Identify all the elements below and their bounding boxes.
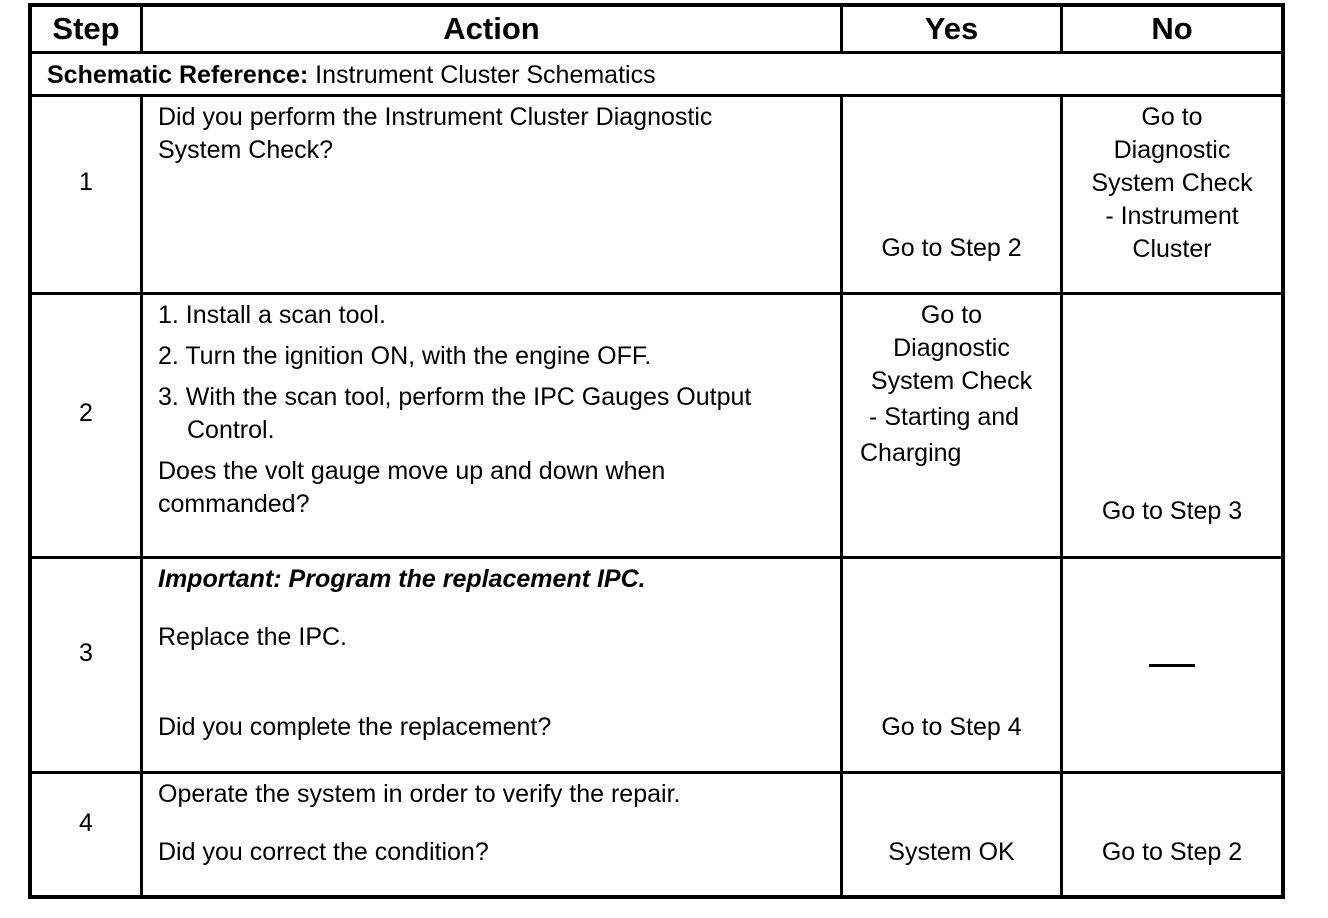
step-number: 4 <box>79 809 93 837</box>
action-line: Did you correct the condition? <box>158 838 489 866</box>
action-text <box>158 299 838 521</box>
yes-line: - Starting and <box>869 403 1020 431</box>
action-line: Does the volt gauge move up and down when <box>158 457 666 485</box>
schematic-value: Instrument Cluster Schematics <box>308 61 656 89</box>
no-line: Diagnostic <box>1113 136 1231 164</box>
yes-line: Charging <box>860 439 962 467</box>
yes-line: Go to <box>920 301 983 329</box>
header-no: No <box>1151 11 1193 46</box>
step-number: 2 <box>79 399 93 427</box>
action-line: System Check? <box>158 136 334 164</box>
schematic-reference <box>47 58 1247 92</box>
no-result: Go to Step 3 <box>1101 497 1243 525</box>
action-line: 3. With the scan tool, perform the IPC Gauges Output <box>158 383 752 411</box>
header-divider <box>28 51 1285 54</box>
action-line: 1. Install a scan tool. <box>158 301 386 329</box>
action-line: 2. Turn the ignition ON, with the engine OFF. <box>158 342 652 370</box>
action-line: Operate the system in order to verify the repair. <box>158 780 681 808</box>
no-line: - Instrument <box>1105 202 1239 230</box>
important-note: Important: Program the replacement IPC. <box>158 565 646 593</box>
row-divider-1 <box>28 292 1285 295</box>
no-result <box>1063 101 1281 266</box>
action-line: Control. <box>187 416 275 444</box>
schematic-divider <box>28 94 1285 97</box>
no-line: Cluster <box>1132 235 1212 263</box>
action-line: Replace the IPC. <box>158 623 347 651</box>
header-yes: Yes <box>924 11 979 46</box>
yes-line: Diagnostic <box>893 334 1010 362</box>
action-line: commanded? <box>158 490 310 518</box>
step-number: 3 <box>79 639 93 667</box>
no-result-dash <box>1149 664 1195 667</box>
no-line: System Check <box>1091 169 1253 197</box>
col-divider-step <box>140 94 143 899</box>
yes-result <box>843 299 1060 470</box>
yes-result: Go to Step 4 <box>881 713 1022 741</box>
action-line: Did you perform the Instrument Cluster Diagnostic <box>158 103 713 131</box>
col-divider-action <box>840 94 843 899</box>
row-divider-3 <box>28 771 1285 774</box>
yes-line: System Check <box>870 367 1033 395</box>
header-action: Action <box>443 11 540 46</box>
yes-result: System OK <box>888 838 1015 866</box>
yes-result: Go to Step 2 <box>881 234 1022 262</box>
action-line: Did you complete the replacement? <box>158 713 552 741</box>
action-text <box>158 101 838 167</box>
schematic-label: Schematic Reference: <box>47 61 309 89</box>
no-line: Go to <box>1141 103 1203 131</box>
no-result: Go to Step 2 <box>1101 838 1243 866</box>
step-number: 1 <box>79 168 93 196</box>
row-divider-2 <box>28 556 1285 559</box>
header-step: Step <box>52 11 120 46</box>
